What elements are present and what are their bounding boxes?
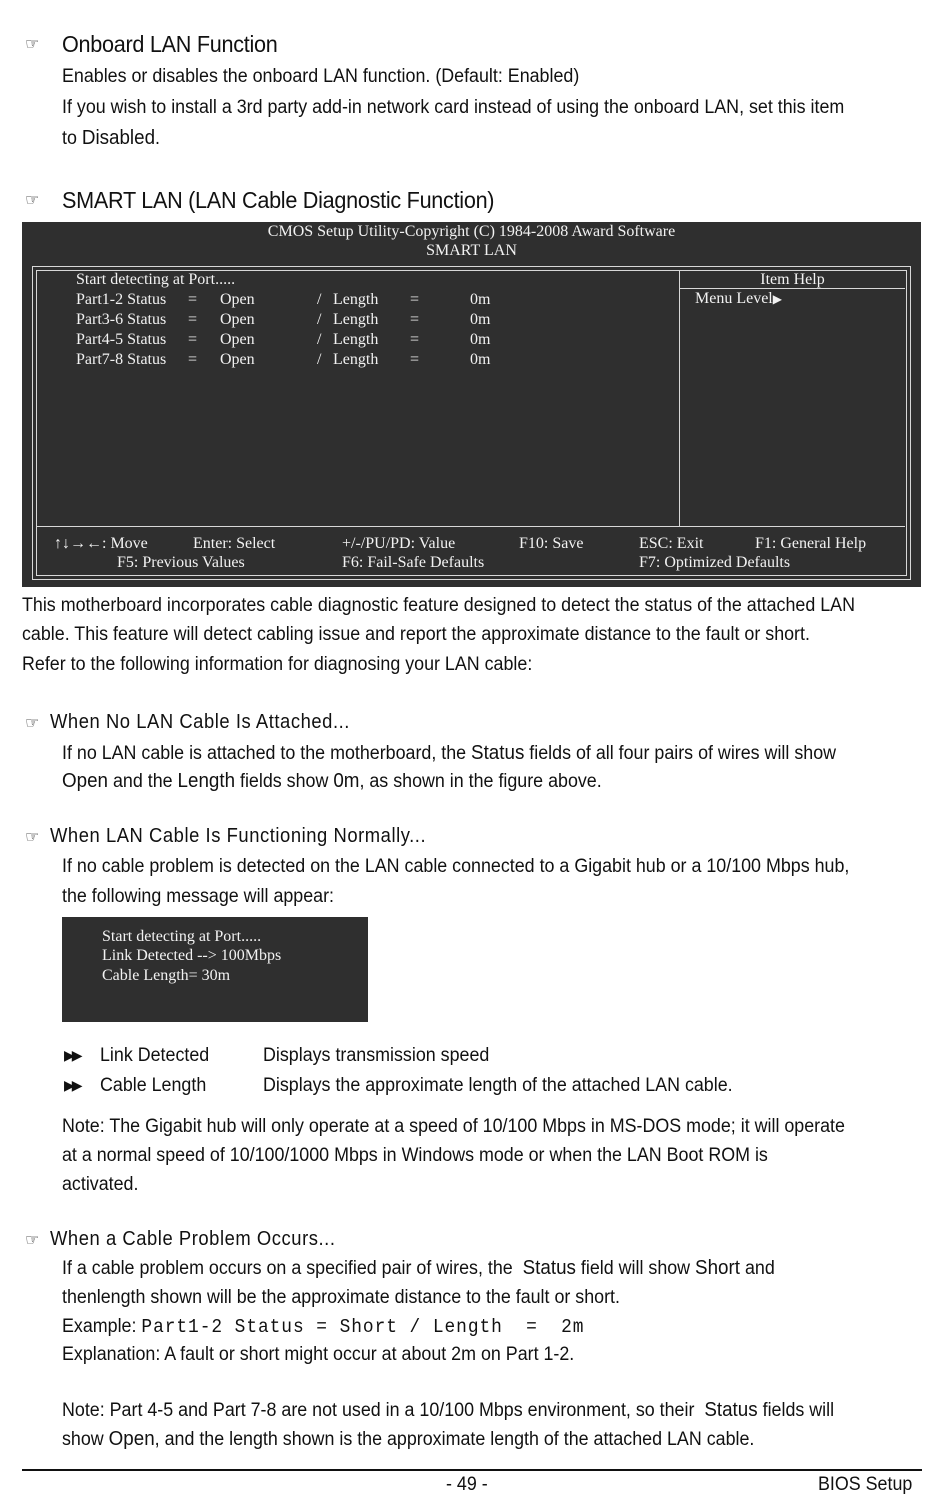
text: , and the length shown is the approximate length of the attached LAN cable. (154, 1429, 755, 1450)
text: to (62, 128, 77, 149)
bios-key-f10: F10: Save (519, 535, 584, 552)
double-triangle-icon: ▶▶ (64, 1047, 80, 1063)
bios-row-length-label: Length (333, 291, 379, 308)
screen-line: Start detecting at Port..... (102, 928, 262, 945)
bios-header-copyright: CMOS Setup Utility-Copyright (C) 1984-2008 Award Software (267, 223, 676, 240)
bios-row-slash: / (317, 331, 322, 348)
bios-row-length: 0m (470, 311, 491, 328)
problem-line-2: thenlength shown will be the approximate distance to the fault or short. (62, 1287, 620, 1308)
link-detected-screen (62, 917, 368, 1022)
pointing-hand-icon: ☞ (25, 192, 40, 209)
keyword-status: Status (471, 742, 525, 764)
bios-item-help: Item Help (760, 271, 825, 288)
bios-row-slash: / (317, 311, 322, 328)
footer-section-name: BIOS Setup (818, 1474, 913, 1495)
example-label: Example: (62, 1316, 137, 1337)
problem-explanation: Explanation: A fault or short might occur at about 2m on Part 1-2. (62, 1344, 575, 1365)
text: and the (112, 771, 173, 792)
bios-key-enter: Enter: Select (193, 535, 276, 552)
no-cable-line-1 (62, 739, 836, 768)
pointing-hand-icon: ☞ (25, 36, 40, 53)
bios-key-f6: F6: Fail-Safe Defaults (342, 554, 485, 571)
bios-row-eq2: = (410, 331, 420, 348)
bios-row-status: Open (220, 311, 255, 328)
bios-keys-rule (36, 526, 905, 527)
keyword-0m: 0m (333, 770, 360, 792)
bios-row-part: Part1-2 Status (76, 291, 167, 308)
double-triangle-icon: ▶▶ (64, 1077, 80, 1093)
no-cable-line-2 (62, 767, 602, 796)
bios-row-eq2: = (410, 291, 420, 308)
keyword-status: Status (522, 1257, 576, 1279)
screen-line: Cable Length= 30m (102, 967, 231, 984)
bios-key-esc: ESC: Exit (639, 535, 704, 552)
text: and (744, 1258, 775, 1279)
bios-row-eq2: = (410, 351, 420, 368)
subsection-title-no-cable: When No LAN Cable Is Attached... (50, 711, 350, 733)
pointing-hand-icon: ☞ (25, 715, 40, 732)
text: fields of all four pairs of wires will show (529, 743, 837, 764)
bios-menu-level (695, 290, 782, 308)
bios-row-length-label: Length (333, 331, 379, 348)
bios-row-eq: = (188, 331, 198, 348)
text: show (62, 1429, 104, 1450)
bios-screen (22, 222, 921, 587)
onboard-lan-note-1: If you wish to install a 3rd party add-in network card instead of using the onboard LAN, set this item (62, 97, 845, 118)
bios-row-slash: / (317, 351, 322, 368)
subsection-title-problem: When a Cable Problem Occurs... (50, 1228, 336, 1250)
bios-row-length: 0m (470, 351, 491, 368)
normal-line-2: the following message will appear: (62, 886, 335, 907)
bios-row-length-label: Length (333, 351, 379, 368)
example-code: Part1-2 Status = Short / Length = 2m (141, 1316, 585, 1338)
bios-row-length: 0m (470, 291, 491, 308)
bios-row-eq: = (188, 291, 198, 308)
onboard-lan-note-2 (62, 124, 160, 153)
problem-line-1 (62, 1254, 775, 1283)
text: If a cable problem occurs on a specified pair of wires, the (62, 1258, 513, 1279)
text: Note: Part 4-5 and Part 7-8 are not used in a 10/100 Mbps environment, so their (62, 1400, 695, 1421)
bios-key-f1: F1: General Help (755, 535, 867, 552)
text: . (155, 128, 160, 149)
problem-example (62, 1312, 584, 1342)
bios-header-title: SMART LAN (426, 242, 517, 259)
bios-key-move: ↑↓→←: Move (54, 535, 148, 552)
bios-row-part: Part4-5 Status (76, 331, 167, 348)
bios-row-eq: = (188, 311, 198, 328)
keyword-status: Status (704, 1399, 758, 1421)
bios-row-status: Open (220, 291, 255, 308)
pointing-hand-icon: ☞ (25, 1232, 40, 1249)
unused-pairs-note-2 (62, 1425, 754, 1454)
bios-row-part: Part3-6 Status (76, 311, 167, 328)
section-title-smart-lan: SMART LAN (LAN Cable Diagnostic Function) (62, 187, 495, 213)
bios-detect-text: Start detecting at Port..... (76, 271, 236, 288)
keyword-disabled: Disabled (81, 127, 156, 149)
keyword-length: Length (177, 770, 236, 792)
bios-key-f5: F5: Previous Values (117, 554, 245, 571)
bios-row-part: Part7-8 Status (76, 351, 167, 368)
bios-row-slash: / (317, 291, 322, 308)
bios-row-eq2: = (410, 311, 420, 328)
gigabit-note-2: at a normal speed of 10/100/1000 Mbps in Windows mode or when the LAN Boot ROM is (62, 1145, 768, 1166)
text: , as shown in the figure above. (359, 771, 602, 792)
menu-level-label: Menu Level (695, 290, 773, 307)
gigabit-note-3: activated. (62, 1174, 139, 1195)
bios-row-eq: = (188, 351, 198, 368)
bios-divider (679, 270, 680, 526)
bios-key-value: +/-/PU/PD: Value (342, 535, 456, 552)
subsection-title-normal: When LAN Cable Is Functioning Normally... (50, 825, 427, 847)
pointing-hand-icon: ☞ (25, 829, 40, 846)
def-desc: Displays transmission speed (263, 1045, 490, 1066)
bios-row-length: 0m (470, 331, 491, 348)
text: fields show (239, 771, 329, 792)
def-term: Cable Length (100, 1075, 207, 1096)
bios-row-status: Open (220, 331, 255, 348)
bios-row-length-label: Length (333, 311, 379, 328)
right-triangle-icon: ▶ (772, 292, 782, 306)
bios-key-f7: F7: Optimized Defaults (639, 554, 791, 571)
screen-line: Link Detected --> 100Mbps (102, 947, 282, 964)
text: If no LAN cable is attached to the motherboard, the (62, 743, 467, 764)
keyword-short: Short (695, 1257, 740, 1279)
unused-pairs-note-1 (62, 1396, 834, 1425)
normal-line-1: If no cable problem is detected on the LAN cable connected to a Gigabit hub or a 10/100 Mbps hub, (62, 856, 850, 877)
page-number: - 49 - (446, 1474, 488, 1495)
def-desc: Displays the approximate length of the attached LAN cable. (263, 1075, 733, 1096)
section-title-onboard-lan: Onboard LAN Function (62, 31, 278, 57)
keyword-open: Open (62, 770, 109, 792)
keyword-open: Open (108, 1428, 155, 1450)
def-term: Link Detected (100, 1045, 210, 1066)
gigabit-note-1: Note: The Gigabit hub will only operate at a speed of 10/100 Mbps in MS-DOS mode; it will operate (62, 1116, 845, 1137)
intro-line-3: Refer to the following information for diagnosing your LAN cable: (22, 654, 533, 675)
intro-line-2: cable. This feature will detect cabling issue and report the approximate distance to the fault or short. (22, 624, 810, 645)
onboard-lan-desc: Enables or disables the onboard LAN function. (Default: Enabled) (62, 66, 580, 87)
bios-row-status: Open (220, 351, 255, 368)
text: field will show (580, 1258, 691, 1279)
intro-line-1: This motherboard incorporates cable diagnostic feature designed to detect the status of the attached LAN (22, 595, 855, 616)
text: fields will (762, 1400, 835, 1421)
